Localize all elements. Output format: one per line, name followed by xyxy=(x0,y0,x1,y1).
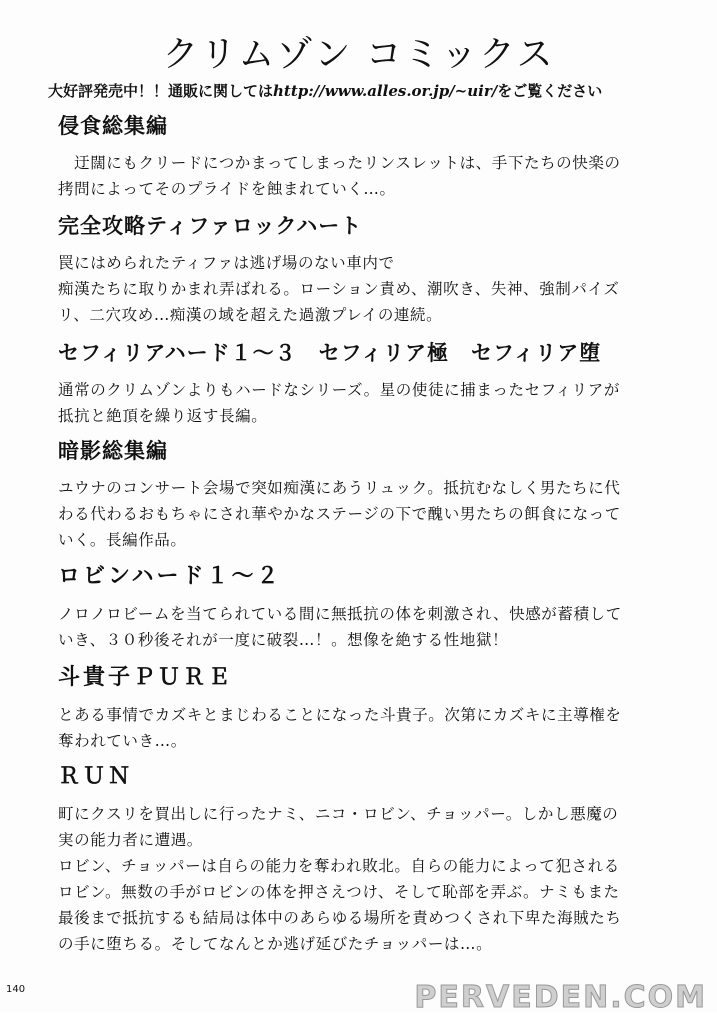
section-run xyxy=(58,763,698,957)
subtitle-suffix: をご覧ください xyxy=(497,82,603,100)
section-body: ノロノロビームを当てられている間に無抵抗の体を刺激され、快感が蓄積して いき、３０秒後それが一度に破裂…！。想像を絶する性地獄！ xyxy=(58,605,622,649)
section-title: 侵食総集編 xyxy=(58,114,168,138)
section-title: ＲＵＮ xyxy=(58,764,134,789)
mail-order-url[interactable]: http://www.alles.or.jp/~uir/ xyxy=(273,82,498,100)
section-tokiko xyxy=(58,664,698,754)
section-body: 町にクスリを買出しに行ったナミ、ニコ・ロビン、チョッパー。しかし悪魔の 実の能力者に遭遇。 ロビン、チョッパーは自らの能力を奪われ敗北。自らの能力によって犯される ロビン。無数の手がロビンの体を押さえつけ、そして恥部を弄ぶ。ナミもまた 最後まで抵抗するも結局は体中のあらゆる場所を責めつくされ下卑た海賊たち の手に堕ちる。そしてなんとか逃げ延びたチョッパーは…。 xyxy=(58,805,622,953)
watermark: PERVEDEN.COM xyxy=(414,980,707,1015)
page-subtitle xyxy=(48,80,602,101)
section-title: ロビンハード１～２ xyxy=(58,564,282,589)
section-body: 通常のクリムゾンよりもハードなシリーズ。星の使徒に捕まったセフィリアが 抵抗と絶頂を繰り返す長編。 xyxy=(58,381,620,425)
section-title: 斗貴子ＰＵＲＥ xyxy=(58,665,234,690)
section-sephiria xyxy=(58,339,698,429)
section-robin-hard xyxy=(58,563,698,653)
section-body: 迂闊にもクリードにつかまってしまったリンスレットは、手下たちの快楽の 拷問によってそのプライドを蝕まれていく…。 xyxy=(58,154,621,198)
section-shinshoku xyxy=(58,112,698,202)
page-number: 140 xyxy=(6,984,26,995)
section-title: 暗影総集編 xyxy=(58,439,168,463)
section-tifa xyxy=(58,212,698,328)
section-body: とある事情でカズキとまじわることになった斗貴子。次第にカズキに主導権を 奪われていき…。 xyxy=(58,706,622,750)
section-body: 罠にはめられたティファは逃げ場のない車内で 痴漢たちに取りかまれ弄ばれる。ローション責め、潮吹き、失神、強制パイズ リ、二穴攻め…痴漢の域を超えた過激プレイの連続。 xyxy=(58,254,620,324)
section-body: ユウナのコンサート会場で突如痴漢にあうリュック。抵抗むなしく男たちに代 わる代わるおもちゃにされ華やかなステージの下で醜い男たちの餌食になって いく。長編作品。 xyxy=(58,479,621,549)
section-title: 完全攻略ティファロックハート xyxy=(58,214,363,238)
subtitle-prefix: 大好評発売中！！通販に関しては xyxy=(48,82,274,100)
section-title: セフィリアハード１～３ セフィリア極 セフィリア堕 xyxy=(58,341,602,365)
section-anei xyxy=(58,437,698,553)
page-title: クリムゾン コミックス xyxy=(162,34,555,75)
